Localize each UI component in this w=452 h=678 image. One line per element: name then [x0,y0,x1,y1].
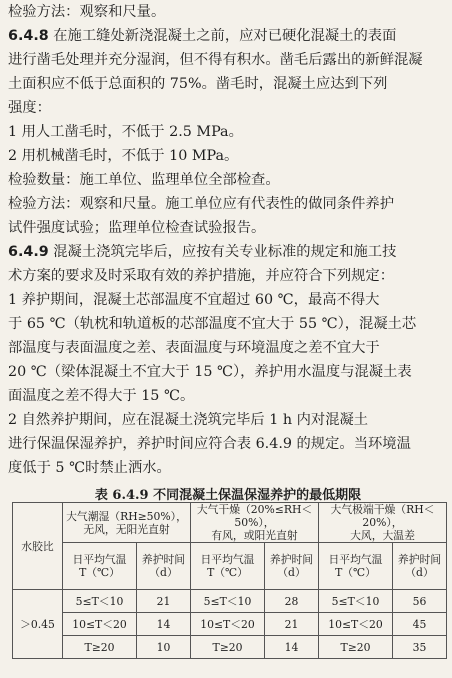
text-line: 2 用机械凿毛时，不低于 10 MPa。 [8,148,239,164]
sub-header-temp: 日平均气温 T（℃） [63,543,137,590]
text-line: 土面积应不低于总面积的 75%。凿毛时，混凝土应达到下列 [8,76,388,92]
group-header-dry: 大气干燥（20%≤RH＜50%）， 有风，或阳光直射 [191,503,319,543]
sub-header-temp: 日平均气温 T（℃） [191,543,265,590]
text-line: 20 ℃（梁体混凝土不宜大于 15 ℃），养护用水温度与混凝土表 [8,364,412,380]
days-cell: 35 [393,636,447,659]
days-cell: 56 [393,590,447,613]
sub-header-days: 养护时间 （d） [137,543,191,590]
table-row [13,590,447,613]
text-line: 面温度之差不得大于 15 ℃。 [8,388,195,404]
sub-header-days: 养护时间 （d） [265,543,319,590]
text-line: 1 养护期间，混凝土芯部温度不宜超过 60 ℃，最高不得大 [8,292,380,308]
group-header-extreme-dry: 大气极端干燥（RH＜20%）， 大风，大温差 [319,503,447,543]
table-caption: 表 6.4.9 不同混凝土保温保湿养护的最低期限 [94,488,362,503]
text-line: 1 用人工凿毛时，不低于 2.5 MPa。 [8,124,243,140]
sub-header-temp: 日平均气温 T（℃） [319,543,393,590]
text-line: 检验方法：观察和尺量。 [8,4,166,20]
text-line: 度低于 5 ℃时禁止洒水。 [8,460,171,476]
temp-cell: 10≤T＜20 [63,613,137,636]
days-cell: 45 [393,613,447,636]
temp-cell: 10≤T＜20 [191,613,265,636]
days-cell: 21 [137,590,191,613]
temp-cell: 10≤T＜20 [319,613,393,636]
clause-6-4-9: 6.4.9 混凝土浇筑完毕后，应按有关专业标准的规定和施工技 [8,244,397,260]
temp-cell: T≥20 [63,636,137,659]
temp-cell: 5≤T＜10 [191,590,265,613]
days-cell: 14 [137,613,191,636]
text-line: 检验数量：施工单位、监理单位全部检查。 [8,172,280,188]
text-line: 部温度与表面温度之差、表面温度与环境温度之差不宜大于 [8,340,380,356]
temp-cell: T≥20 [191,636,265,659]
days-cell: 21 [265,613,319,636]
temp-cell: 5≤T＜10 [319,590,393,613]
text-line: 试件强度试验；监理单位检查试验报告。 [8,220,266,236]
text-line: 2 自然养护期间，应在混凝土浇筑完毕后 1 h 内对混凝土 [8,412,369,428]
text-line: 进行凿毛处理并充分湿润，但不得有积水。凿毛后露出的新鲜混凝 [8,52,423,68]
row-header-cell: 水胶比 [13,503,63,590]
sub-header-days: 养护时间 （d） [393,543,447,590]
days-cell: 14 [265,636,319,659]
temp-cell: 5≤T＜10 [63,590,137,613]
days-cell: 10 [137,636,191,659]
text-line: 进行保温保湿养护，养护时间应符合表 6.4.9 的规定。当环境温 [8,436,411,452]
clause-6-4-8: 6.4.8 在施工缝处新浇混凝土之前，应对已硬化混凝土的表面 [8,28,397,44]
days-cell: 28 [265,590,319,613]
table-row [13,613,447,636]
ratio-cell: ＞0.45 [13,590,63,659]
temp-cell: T≥20 [319,636,393,659]
text-line: 强度： [8,100,51,116]
text-line: 检验方法：观察和尺量。施工单位应有代表性的做同条件养护 [8,196,395,212]
text-line: 于 65 ℃（轨枕和轨道板的芯部温度不宜大于 55 ℃），混凝土芯 [8,316,417,332]
text-line: 术方案的要求及时采取有效的养护措施，并应符合下列规定： [8,268,395,284]
group-header-humid: 大气潮湿（RH≥50%）， 无风，无阳光直射 [63,503,191,543]
curing-period-table [12,502,447,659]
table-row [13,636,447,659]
